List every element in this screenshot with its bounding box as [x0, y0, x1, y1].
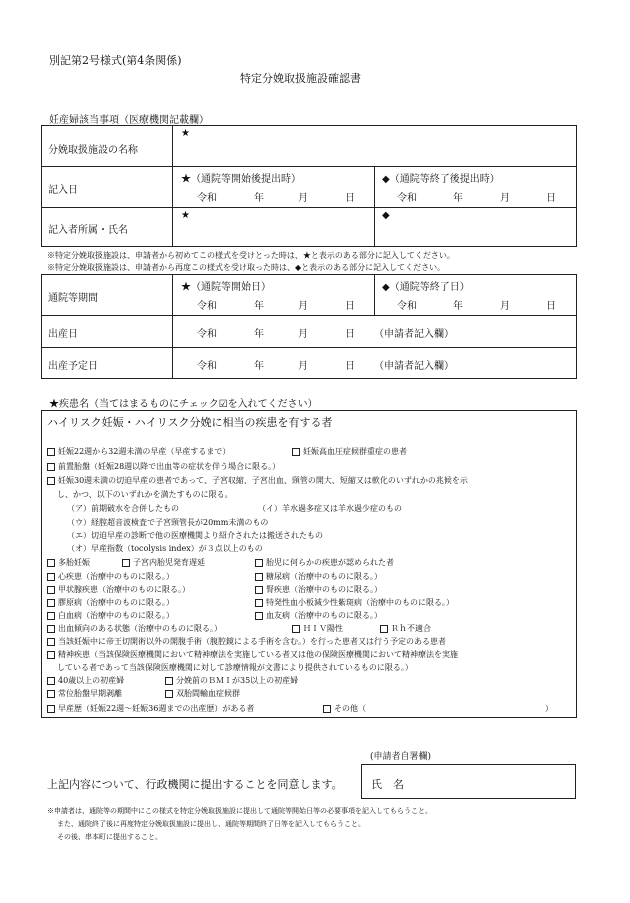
section1-heading: 妊産婦該当事項（医療機関記載欄） [49, 115, 209, 126]
period-start-header: ★（通院等開始日） [181, 282, 271, 293]
item-hiv[interactable]: ＨＩＶ陽性 [292, 623, 343, 634]
entry-date-end-header: ◆（通院等終了後提出時） [382, 174, 500, 185]
checkbox[interactable] [47, 586, 55, 594]
sub-o: （オ）早産指数（tocolysis index）が３点以上のもの [67, 544, 263, 553]
year: 年 [254, 361, 264, 372]
checkbox[interactable] [47, 625, 55, 633]
disease-heading: ★疾患名（当てはまるものにチェック☑を入れてください） [49, 399, 318, 410]
birth-applicant-fill: （申請者記入欄） [374, 329, 454, 340]
item-collagen[interactable]: 膠原病（治療中のものに限る。） [47, 597, 174, 608]
entry-date-label: 記入日 [48, 185, 78, 196]
checkbox[interactable] [47, 612, 55, 620]
item-diabetes[interactable]: 糖尿病（治療中のものに限る。） [255, 571, 382, 582]
year: 年 [453, 301, 463, 312]
reiwa: 令和 [197, 301, 217, 312]
checkbox[interactable] [255, 573, 263, 581]
day: 日 [345, 361, 355, 372]
year: 年 [254, 329, 264, 340]
checkbox[interactable] [47, 477, 55, 485]
item-threatened-preterm-cont: し、かつ、以下のいずれかを満たすものに限る。 [57, 490, 233, 499]
name-label: 氏 名 [371, 778, 404, 791]
checkbox[interactable] [47, 448, 55, 456]
item-iugr[interactable]: 子宮内胎児発育遅延 [122, 557, 205, 568]
checkbox[interactable] [47, 705, 55, 713]
checkbox[interactable] [122, 559, 130, 567]
reiwa: 令和 [397, 301, 417, 312]
facility-name-star: ★ [181, 128, 190, 139]
reiwa: 令和 [197, 361, 217, 372]
item-abruption[interactable]: 常位胎盤早期剥離 [47, 688, 122, 699]
reiwa: 令和 [397, 193, 417, 204]
checkbox[interactable] [292, 448, 300, 456]
checkbox[interactable] [47, 559, 55, 567]
checkbox[interactable] [47, 573, 55, 581]
day: 日 [345, 301, 355, 312]
checkbox[interactable] [292, 625, 300, 633]
year: 年 [453, 193, 463, 204]
footer-note-2: また、通院終了後に再度特定分娩取扱施設に提出し、通院等期間終了日等を記入してもらうこと。 [57, 820, 365, 828]
sub-i: （イ）羊水過多症又は羊水過少症のもの [258, 504, 402, 513]
author-star: ★ [181, 210, 190, 221]
entry-date-start-header: ★（通院等開始後提出時） [181, 174, 301, 185]
birth-date-label: 出産日 [48, 329, 78, 340]
item-age40[interactable]: 40歳以上の初産婦 [47, 675, 124, 686]
month: 月 [298, 193, 308, 204]
checkbox[interactable] [255, 559, 263, 567]
checkbox[interactable] [255, 612, 263, 620]
note-second: ※特定分娩取扱施設は、申請者から再度この様式を受け取った時は、◆と表示のある部分に記入してください。 [47, 263, 446, 272]
item-preeclampsia[interactable]: 妊娠高血圧症候群重症の患者 [292, 446, 407, 457]
item-itp[interactable]: 特発性血小板減少性紫斑病（治療中のものに限る。） [255, 597, 454, 608]
page-title: 特定分娩取扱施設確認書 [240, 72, 361, 85]
form-reference: 別記第2号様式(第4条関係) [49, 54, 182, 67]
item-laparotomy[interactable]: 当該妊娠中に帝王切開術以外の開腹手術（腹腔鏡による手術を含む。）を行った患者又は行う予定のある患者 [47, 636, 446, 647]
item-ttts[interactable]: 双胎間輸血症候群 [165, 688, 240, 699]
day: 日 [345, 329, 355, 340]
note-first: ※特定分娩取扱施設は、申請者から初めてこの様式を受けとった時は、★と表示のある部分に記入してください。 [47, 251, 455, 260]
month: 月 [298, 361, 308, 372]
year: 年 [254, 193, 264, 204]
item-other-close: ） [545, 704, 553, 713]
day: 日 [345, 193, 355, 204]
item-multiple[interactable]: 多胎妊娠 [47, 557, 90, 568]
month: 月 [298, 329, 308, 340]
item-rh[interactable]: Ｒｈ不適合 [380, 623, 431, 634]
checkbox[interactable] [255, 586, 263, 594]
due-applicant-fill: （申請者記入欄） [374, 361, 454, 372]
day: 日 [546, 193, 556, 204]
checkbox[interactable] [255, 599, 263, 607]
month: 月 [298, 301, 308, 312]
item-leukemia[interactable]: 白血病（治療中のものに限る。） [47, 610, 174, 621]
month: 月 [500, 301, 510, 312]
day: 日 [546, 301, 556, 312]
footer-note-1: ※申請者は、通院等の期間中にこの様式を特定分娩取扱施設に提出して通院等開始日等の必要事項を記入してもらうこと。 [47, 807, 432, 815]
sub-u: （ウ）経腟超音波検査で子宮頸管長が20mm未満のもの [67, 518, 269, 527]
item-kidney[interactable]: 腎疾患（治療中のものに限る。） [255, 584, 382, 595]
item-bmi35[interactable]: 分娩前のＢＭＩが35以上の初産婦 [165, 675, 298, 686]
year: 年 [254, 301, 264, 312]
checkbox[interactable] [47, 463, 55, 471]
item-preterm[interactable]: 妊娠22週から32週未満の早産（早産するまで） [47, 446, 230, 457]
disease-box-title: ハイリスク妊娠・ハイリスク分娩に相当の疾患を有する者 [47, 416, 333, 429]
item-psychiatric[interactable]: 精神疾患（当該保険医療機関において精神療法を実施している者又は他の保険医療機関において精神療法を実施 [47, 649, 458, 660]
due-date-label: 出産予定日 [48, 361, 98, 372]
item-hemophilia[interactable]: 血友病（治療中のものに限る。） [255, 610, 382, 621]
checkbox[interactable] [47, 690, 55, 698]
checkbox[interactable] [47, 677, 55, 685]
sub-a: （ア）前期破水を合併したもの [67, 504, 179, 513]
checkbox[interactable] [47, 651, 55, 659]
consent-text: 上記内容について、行政機関に提出することを同意します。 [47, 778, 343, 791]
checkbox[interactable] [380, 625, 388, 633]
item-preterm-history[interactable]: 早産歴（妊娠22週～妊娠36週までの出産歴）がある者 [47, 703, 254, 714]
reiwa: 令和 [197, 193, 217, 204]
item-thyroid[interactable]: 甲状腺疾患（治療中のものに限る。） [47, 584, 190, 595]
checkbox[interactable] [47, 599, 55, 607]
reiwa: 令和 [197, 329, 217, 340]
checkbox[interactable] [323, 705, 331, 713]
item-fetal-disease[interactable]: 胎児に何らかの疾患が認められた者 [255, 557, 394, 568]
period-label: 通院等期間 [48, 293, 98, 304]
checkbox[interactable] [165, 677, 173, 685]
month: 月 [500, 193, 510, 204]
item-heart[interactable]: 心疾患（治療中のものに限る。） [47, 571, 174, 582]
sub-e: （エ）切迫早産の診断で他の医療機関より紹介されたは搬送されたもの [67, 531, 323, 540]
checkbox[interactable] [165, 690, 173, 698]
author-diamond: ◆ [382, 210, 390, 221]
author-label: 記入者所属・氏名 [48, 225, 128, 236]
footer-note-3: その後、串本町に提出すること。 [57, 833, 162, 841]
item-other[interactable]: その他（ [323, 703, 366, 714]
item-psychiatric-cont: している者であって当該保険医療機関に対して診療情報が文書により提供されているものに限る。） [57, 663, 413, 672]
item-bleeding[interactable]: 出血傾向のある状態（治療中のものに限る。） [47, 623, 222, 634]
checkbox[interactable] [47, 638, 55, 646]
item-placenta-previa[interactable]: 前置胎盤（妊娠28週以降で出血等の症状を伴う場合に限る。） [47, 461, 280, 472]
signature-note: (申請者自署欄) [370, 752, 432, 762]
item-threatened-preterm[interactable]: 妊娠30週未満の切迫早産の患者であって、子宮収縮、子宮出血、頸管の開大、短縮又は軟化のいずれかの兆候を示 [47, 475, 468, 486]
period-end-header: ◆（通院等終了日） [382, 282, 470, 293]
facility-name-label: 分娩取扱施設の名称 [48, 145, 138, 156]
